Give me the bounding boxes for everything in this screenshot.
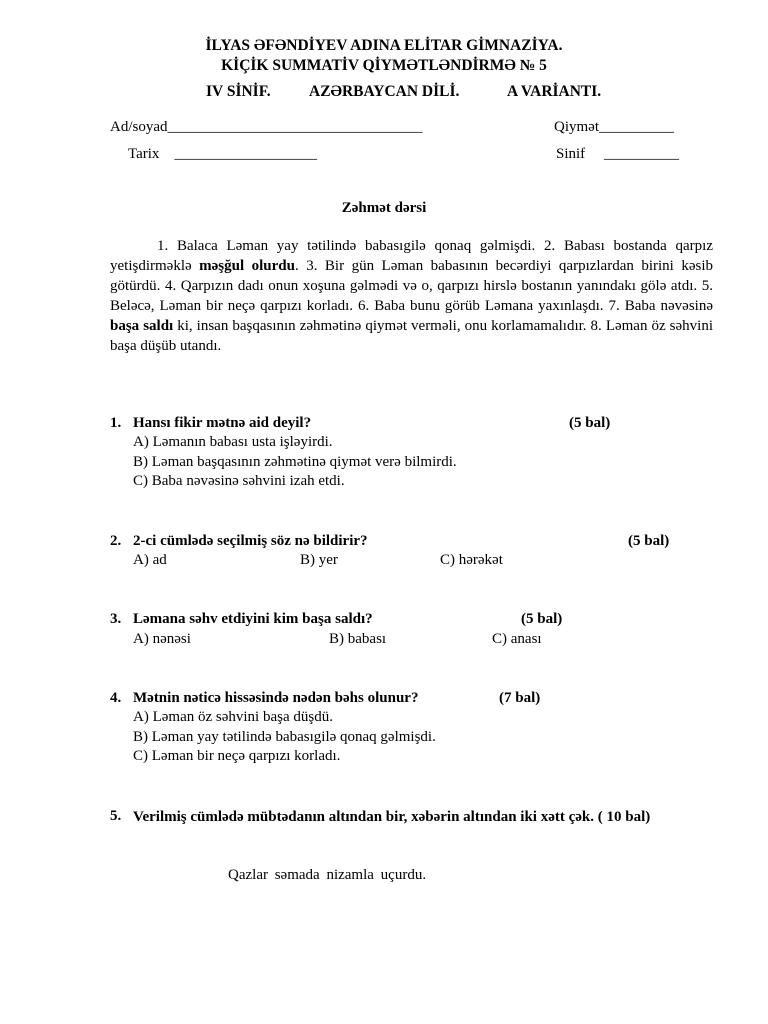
question-4-points: (7 bal) xyxy=(499,690,541,706)
question-4-option-c[interactable]: C) Ləman bir neçə qarpızı korladı. xyxy=(133,748,341,764)
subject-title: AZƏRBAYCAN DİLİ. xyxy=(309,83,460,100)
question-2-text: 2-ci cümlədə seçilmiş söz nə bildirir? xyxy=(133,533,368,549)
grade-title: IV SİNİF. xyxy=(206,83,271,100)
question-3-number: 3. xyxy=(110,611,122,627)
school-title: İLYAS ƏFƏNDİYEV ADINA ELİTAR GİMNAZİYA. xyxy=(205,37,563,54)
question-5-text: Verilmiş cümlədə mübtədanın altından bir, xəbərin altından iki xətt çək. ( 10 bal) xyxy=(133,809,651,825)
question-4-option-b[interactable]: B) Ləman yay tətilində babasıgilə qonaq gəlmişdi. xyxy=(133,729,436,745)
grade-field[interactable] xyxy=(554,118,674,137)
passage-part-2: . 3. Bir gün Ləman babasının becərdiyi qarpızlardan birini kəsib götürdü. 4. Qarpızın dadı onun xoşuna gəlmədi və o, qarpızı hirslə bostanın yanındakı gölə atdı. 5. Beləcə, Ləman bir neçə qarpızı korladı. 6. Baba bunu görüb Ləmana yaxınlaşdı. 7. Baba nəvəsinə xyxy=(110,258,713,314)
question-3-option-a[interactable]: A) nənəsi xyxy=(133,631,191,647)
class-line: __________ xyxy=(603,146,679,162)
question-2-number: 2. xyxy=(110,533,122,549)
question-4-option-a[interactable]: A) Ləman öz səhvini başa düşdü. xyxy=(133,709,333,725)
question-1-option-c[interactable]: C) Baba nəvəsinə səhvini izah etdi. xyxy=(133,473,345,489)
class-label: Sinif xyxy=(556,146,586,162)
name-field[interactable] xyxy=(110,118,423,137)
passage-part-3: ki, insan başqasının zəhmətinə qiymət verməli, onu korlamamalıdır. 8. Ləman öz səhvini başa düşüb utandı. xyxy=(110,318,713,354)
text-title: Zəhmət dərsi xyxy=(341,200,427,216)
question-4-text: Mətnin nəticə hissəsində nədən bəhs olunur? xyxy=(133,690,419,706)
passage-highlight-2: başa saldı xyxy=(110,318,174,334)
question-3-option-b[interactable]: B) babası xyxy=(329,631,387,647)
question-5-number: 5. xyxy=(110,808,122,824)
question-2-option-c[interactable]: C) hərəkət xyxy=(440,552,503,568)
question-2-points: (5 bal) xyxy=(628,533,670,549)
question-1-option-a[interactable]: A) Ləmanın babası usta işləyirdi. xyxy=(133,434,333,450)
date-label: Tarix xyxy=(128,146,160,162)
date-line: ___________________ xyxy=(174,146,317,162)
question-1-number: 1. xyxy=(110,415,122,431)
reading-passage xyxy=(110,236,713,356)
class-field[interactable] xyxy=(556,145,679,164)
question-1-option-b[interactable]: B) Ləman başqasının zəhmətinə qiymət verə bilmirdi. xyxy=(133,454,457,470)
passage-part-1: 1. Balaca Ləman yay tətilində babasıgilə qonaq gəlmişdi. 2. Babası bostanda qarpız yetişdirməklə xyxy=(110,238,713,274)
grade-label: Qiymət xyxy=(554,119,599,135)
question-1-text: Hansı fikir mətnə aid deyil? xyxy=(133,415,312,431)
question-2-option-b[interactable]: B) yer xyxy=(300,552,338,568)
name-line: __________________________________ xyxy=(167,119,423,135)
question-1-points: (5 bal) xyxy=(569,415,611,431)
grade-line: __________ xyxy=(599,119,674,135)
name-label: Ad/soyad xyxy=(110,119,168,135)
question-2-option-a[interactable]: A) ad xyxy=(133,552,167,568)
question-5-sentence: Qazlar səmada nizamla uçurdu. xyxy=(228,867,427,883)
assessment-title: KİÇİK SUMMATİV QİYMƏTLƏNDİRMƏ № 5 xyxy=(221,57,547,74)
date-field[interactable] xyxy=(128,145,317,164)
passage-highlight-1: məşğul olurdu xyxy=(199,258,295,274)
question-3-option-c[interactable]: C) anası xyxy=(492,631,542,647)
question-3-text: Ləmana səhv etdiyini kim başa saldı? xyxy=(133,611,373,627)
variant-title: A VARİANTI. xyxy=(507,83,602,100)
question-3-points: (5 bal) xyxy=(521,611,563,627)
question-4-number: 4. xyxy=(110,690,122,706)
